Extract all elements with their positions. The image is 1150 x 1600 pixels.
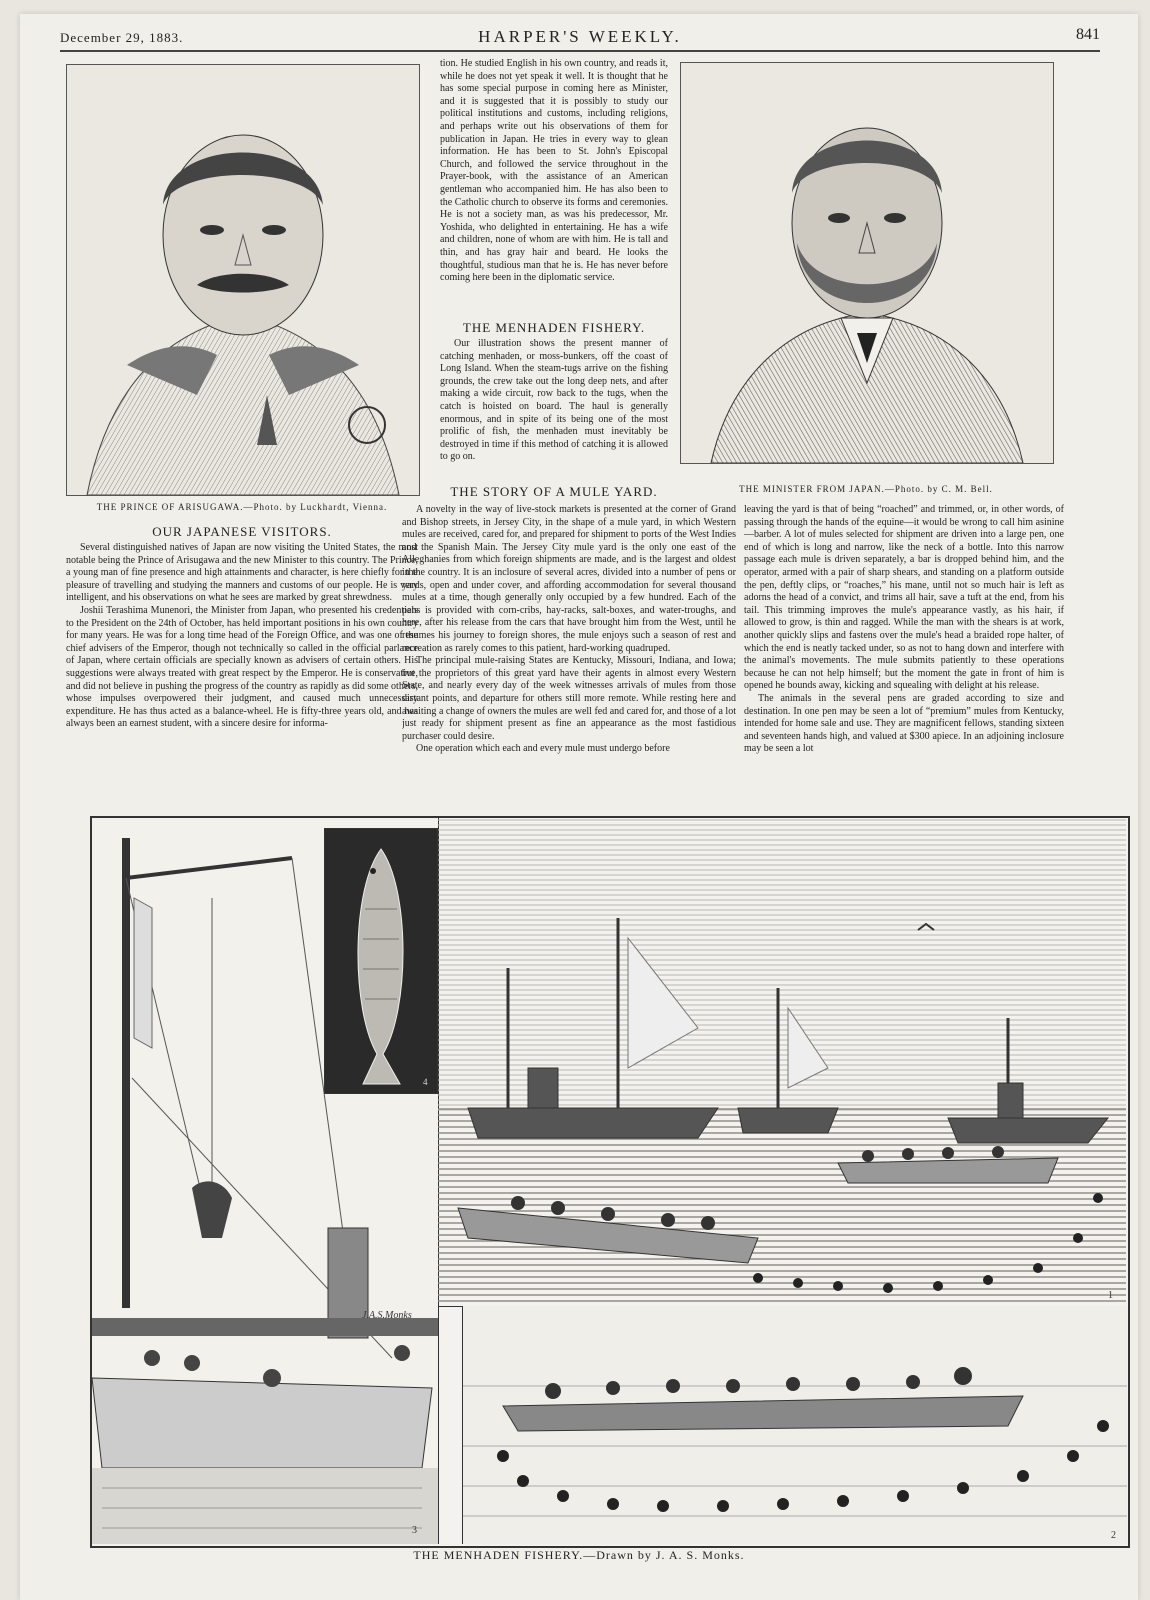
illustration-caption: THE MENHADEN FISHERY.—Drawn by J. A. S. Monks. <box>413 1548 745 1562</box>
net-drawing <box>463 1306 1127 1544</box>
prince-caption: THE PRINCE OF ARISUGAWA.—Photo. by Luckhardt, Vienna. <box>96 502 388 512</box>
panel-number-2: 2 <box>1111 1530 1116 1541</box>
panel-steamers-and-boats <box>438 818 1126 1307</box>
artist-signature: J.A.S.Monks <box>362 1310 412 1321</box>
center-article-text: tion. He studied English in his own country, and reads it, while he does not yet speak it well. It is thought that he has some special purpose in coming here as Minister, and it is suggested that it is possibly to study our political institutions and customs, including religions, and perhaps write out his observations of them for publication in Japan. He tries in every way to glean information. He has been to St. John's Episcopal Church, and followed the service throughout in the Prayer-book, with the assistance of an American gentleman who accompanied him. He has also been to the Catholic church to observe its forms and ceremonies. He is not a society man, as was his predecessor, Mr. Yoshida, who delighted in entertaining. He has a wife and children, none of whom are with him. He is tall and thin, and has gray hair and beard. He looks the thoughtful, studious man that he is. He has never before coming here been in the diplomatic service. <box>440 58 668 284</box>
panel-number-1: 1 <box>1108 1290 1113 1301</box>
mule-col2-para2: The animals in the several pens are graded according to size and destination. In one pen may be seen a lot of “premium” mules from Kentucky, intended for home sale and use. They are magnificent fellows, standing sixteen and seventeen hands high, and valued at $300 apiece. In an adjoining inclosure may be seen a lot <box>744 692 1064 755</box>
page-number: 841 <box>1076 26 1100 43</box>
newspaper-page <box>20 14 1138 1600</box>
publication-title: HARPER'S WEEKLY. <box>478 27 682 46</box>
japanese-paragraph-1: Several distinguished natives of Japan are now visiting the United States, the most notable being the Prince of Arisugawa and the new Minister to this country. The Prince, a young man of fine presence and high attainments and character, is here chiefly for the pleasure of travelling and studying the manners and customs of our people. He is very intelligent, and his observations on what he sees are marked by great shrewdness. <box>66 542 418 604</box>
panel-menhaden-fish <box>324 828 438 1094</box>
masthead <box>60 22 1100 52</box>
minister-engraving <box>681 63 1053 463</box>
menhaden-fishery-illustration <box>90 816 1130 1548</box>
menhaden-heading: THE MENHADEN FISHERY. <box>462 320 646 335</box>
mule-col1-para2: The principal mule-raising States are Kentucky, Missouri, Indiana, and Iowa; but the proprietors of this great yard have their agents in almost every Western State, and nearly every day of the week witnesses arrivals of mules from those distant points, and departure for others still more remote. While resting here and awaiting a change of owners the mules are well fed and cared for, and those of a lot just ready for shipment present as fine an appearance as the most fastidious purchaser could desire. <box>402 655 736 742</box>
portrait-minister-from-japan <box>680 62 1054 464</box>
mule-yard-column-1 <box>402 504 736 804</box>
menhaden-article <box>440 338 668 476</box>
japanese-paragraph-2: Joshii Terashima Munenori, the Minister from Japan, who presented his credentials to the President on the 24th of October, has held important positions in his own country for many years. He was for a long time head of the Foreign Office, and was one of the chief advisers of the Emperor, though not technically so called in the official parlance of Japan, where certain officials are specially known as advisers of certain others. His suggestions were always treated with great respect by the Emperor. He is conservative, and did not believe in pushing the progress of the country as rapidly as did some others, whose impulses overpowered their judgment, and caused much unnecessary expenditure. He has thus acted as a balance-wheel. He is fifty-three years old, and has always been an earnest student, with a sincere desire for informa- <box>66 604 418 730</box>
minister-caption: THE MINISTER FROM JAPAN.—Photo. by C. M. Bell. <box>739 484 993 494</box>
center-column-top <box>440 58 668 313</box>
mule-col1-para3: One operation which each and every mule must undergo before <box>416 743 670 755</box>
mule-col2-para1: leaving the yard is that of being “roached” and trimmed, or, in other words, of passing through the hands of the equine—it would be wrong to call him asinine—barber. A lot of mules selected for shipment are driven into a large pen, one end of which is long and narrow, like the neck of a bottle. Into this narrow passage each mule is driven separately, a bar is dropped behind him, and the operator, armed with a pair of sharp shears, and standing on a platform outside the pen, deftly clips, or “roaches,” his mane, until not so much hair is left as adorns the head of a convict, and trims all hair, save a tuft at the end, from his tail. This trimming improves the mule's appearance vastly, as his hair, if allowed to grow, is thin and ragged. While the man with the shears is at work, another quickly slips and fastens over the mule's head a braided rope halter, of which the end is neatly tacked under, so as not to hang down and interfere with the animal's movements. The mule submits patiently to these operations because he can not help himself; but the moment the gate in front of him is opened he bounds away, kicking and squealing with delight at his release. <box>744 504 1064 692</box>
panel-hauling-net <box>462 1306 1127 1544</box>
fish-drawing <box>325 829 437 1093</box>
issue-date: December 29, 1883. <box>60 30 184 45</box>
mule-yard-heading: THE STORY OF A MULE YARD. <box>450 484 658 499</box>
portrait-prince-arisugawa <box>66 64 420 496</box>
mule-col1-para1: A novelty in the way of live-stock markets is presented at the corner of Grand and Bishop streets, in Jersey City, in the shape of a mule yard, in which Western mules are received, cared for, and prepared for shipment to ports of the West Indies and the Spanish Main. The Jersey City mule yard is the only one east of the Alleghanies from which foreign shipments are made, and is the largest and oldest in the country. It is an inclosure of several acres, divided into a number of pens or yards, open and under cover, and affording accommodation for several thousand mules at a time, though generally only occupied by a few hundred. Each of the pens is provided with corn-cribs, hay-racks, salt-boxes, and water-troughs, and here, after his release from the cars that have brought him from the West, until he resumes his journey to foreign shores, the mule enjoys such a season of rest and recreation as rarely comes to this patient, hard-working quadruped. <box>402 504 736 654</box>
menhaden-text: Our illustration shows the present manner of catching menhaden, or moss-bunkers, off the coast of Long Island. When the steam-tugs arrive on the fishing grounds, the crew take out the long deep nets, and after making a wide circuit, row back to the tugs, when the catch is hoisted on board. The haul is generally enormous, and in spite of its being one of the most prolific of fish, the menhaden must inevitably be destroyed in time if this method of catching it is allowed to go on. <box>440 338 668 463</box>
panel-number-4: 4 <box>423 1077 428 1087</box>
mule-yard-column-2 <box>744 504 1064 804</box>
japanese-visitors-article <box>66 542 418 804</box>
japanese-visitors-heading: OUR JAPANESE VISITORS. <box>152 524 332 539</box>
prince-engraving <box>67 65 419 495</box>
steamers-drawing <box>438 818 1126 1306</box>
panel-number-3: 3 <box>412 1525 417 1536</box>
